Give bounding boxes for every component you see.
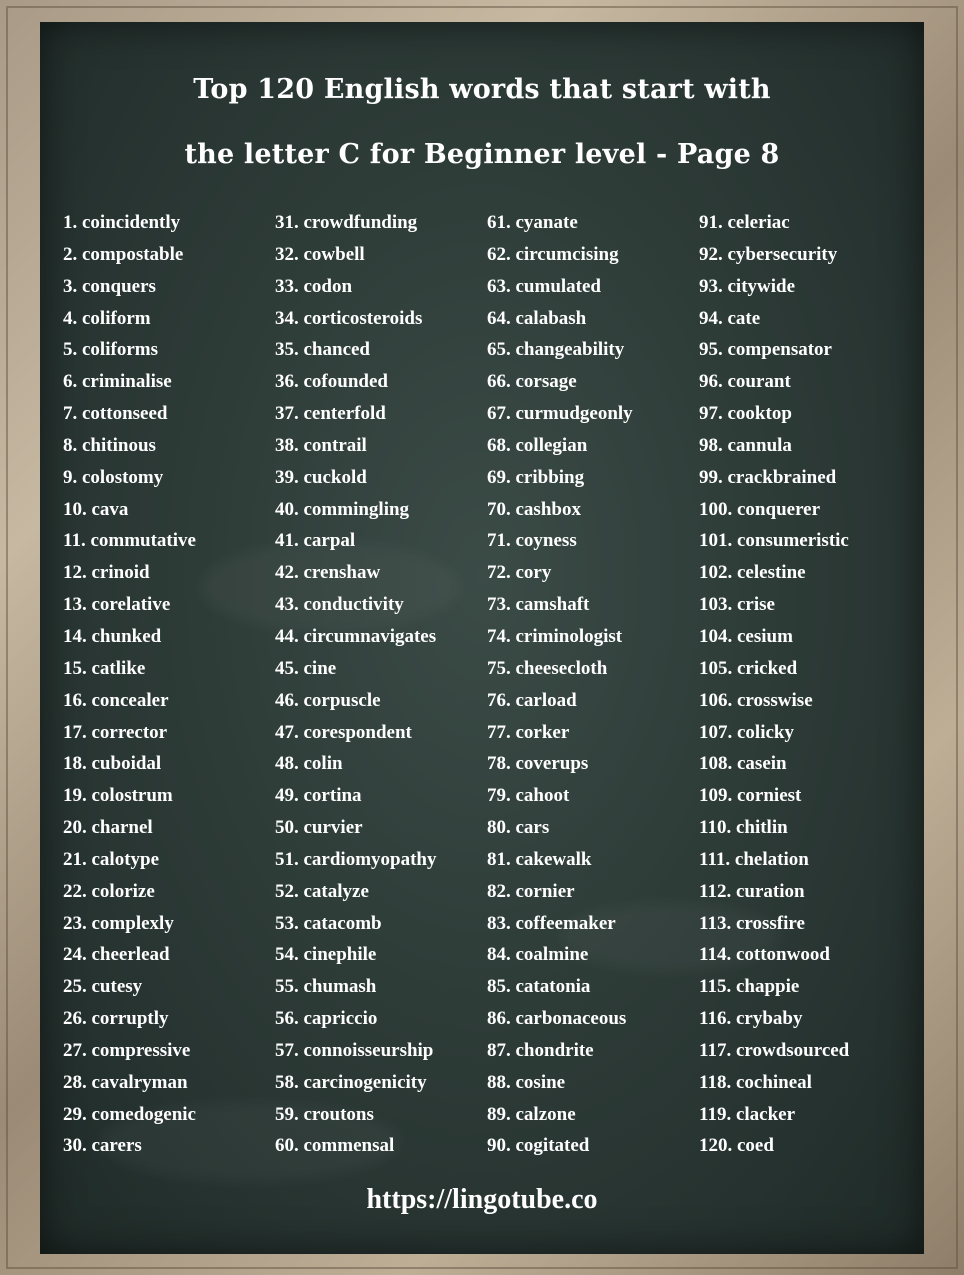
- word-item: 101. consumeristic: [699, 530, 849, 552]
- word-item: 2. compostable: [63, 243, 184, 265]
- word-item: 90. cogitated: [487, 1135, 590, 1157]
- word-item: 30. carers: [63, 1135, 142, 1157]
- word-item: 1. coincidently: [63, 212, 181, 233]
- word-item: 119. clacker: [699, 1103, 796, 1125]
- word-item: 20. charnel: [63, 817, 153, 839]
- word-item: 94. cate: [699, 307, 761, 329]
- word-item: 113. crossfire: [699, 912, 805, 934]
- word-item: 65. changeability: [487, 339, 625, 361]
- word-item: 71. coyness: [487, 530, 577, 552]
- word-item: 6. criminalise: [63, 371, 172, 393]
- word-item: 12. crinoid: [63, 562, 150, 584]
- word-item: 78. coverups: [487, 753, 589, 775]
- word-item: 23. complexly: [63, 912, 174, 934]
- word-item: 50. curvier: [275, 817, 363, 839]
- word-item: 117. crowdsourced: [699, 1039, 850, 1061]
- word-item: 82. cornier: [487, 880, 575, 902]
- word-item: 108. casein: [699, 753, 787, 775]
- word-item: 84. coalmine: [487, 944, 589, 966]
- word-item: 83. coffeemaker: [487, 912, 616, 934]
- word-item: 95. compensator: [699, 339, 832, 361]
- word-item: 19. colostrum: [63, 785, 173, 807]
- word-item: 15. catlike: [63, 657, 146, 679]
- word-item: 111. chelation: [699, 848, 809, 870]
- word-item: 106. crosswise: [699, 689, 813, 711]
- word-item: 52. catalyze: [275, 880, 369, 902]
- word-item: 57. connoisseurship: [275, 1039, 434, 1061]
- word-item: 27. compressive: [63, 1039, 191, 1061]
- word-item: 40. commingling: [275, 498, 410, 520]
- page-title-line-1: Top 120 English words that start with: [193, 74, 771, 105]
- word-item: 54. cinephile: [275, 944, 377, 966]
- word-item: 72. cory: [487, 562, 552, 584]
- word-item: 87. chondrite: [487, 1039, 594, 1061]
- word-item: 46. corpuscle: [275, 689, 381, 711]
- word-item: 39. cuckold: [275, 466, 367, 488]
- word-item: 7. cottonseed: [63, 403, 168, 425]
- word-item: 10. cava: [63, 498, 129, 520]
- word-item: 104. cesium: [699, 625, 793, 647]
- word-item: 36. cofounded: [275, 371, 388, 393]
- word-column-1: [63, 209, 196, 1164]
- word-item: 35. chanced: [275, 339, 370, 361]
- word-item: 99. crackbrained: [699, 466, 837, 488]
- word-item: 98. cannula: [699, 434, 792, 456]
- word-item: 79. cahoot: [487, 785, 570, 807]
- word-item: 85. catatonia: [487, 976, 591, 998]
- word-item: 112. curation: [699, 880, 805, 902]
- word-item: 91. celeriac: [699, 212, 790, 233]
- word-item: 48. colin: [275, 753, 343, 775]
- website-url: https://lingotube.co: [366, 1184, 598, 1215]
- word-item: 62. circumcising: [487, 243, 619, 265]
- word-item: 93. citywide: [699, 275, 796, 297]
- word-item: 55. chumash: [275, 976, 377, 998]
- word-item: 68. collegian: [487, 434, 588, 456]
- page-title-line-2: the letter C for Beginner level - Page 8: [184, 139, 780, 170]
- word-item: 80. cars: [487, 817, 550, 839]
- word-item: 4. coliform: [63, 307, 151, 329]
- word-item: 34. corticosteroids: [275, 307, 423, 329]
- word-column-3: [487, 209, 633, 1164]
- word-item: 66. corsage: [487, 371, 577, 393]
- word-item: 61. cyanate: [487, 212, 578, 233]
- word-item: 3. conquers: [63, 275, 156, 297]
- word-item: 70. cashbox: [487, 498, 581, 520]
- word-item: 51. cardiomyopathy: [275, 848, 437, 870]
- word-item: 28. cavalryman: [63, 1071, 188, 1093]
- word-item: 102. celestine: [699, 562, 806, 584]
- word-item: 41. carpal: [275, 530, 356, 552]
- word-item: 76. carload: [487, 689, 577, 711]
- word-item: 60. commensal: [275, 1135, 395, 1157]
- word-item: 114. cottonwood: [699, 944, 830, 966]
- word-item: 105. cricked: [699, 657, 798, 679]
- word-item: 116. crybaby: [699, 1008, 803, 1030]
- word-item: 44. circumnavigates: [275, 625, 437, 647]
- word-item: 81. cakewalk: [487, 848, 592, 870]
- word-item: 37. centerfold: [275, 403, 386, 425]
- word-item: 17. corrector: [63, 721, 168, 743]
- word-item: 45. cine: [275, 657, 337, 679]
- word-item: 18. cuboidal: [63, 753, 162, 775]
- word-item: 38. contrail: [275, 434, 367, 456]
- word-item: 107. colicky: [699, 721, 794, 743]
- word-item: 120. coed: [699, 1135, 774, 1157]
- word-item: 64. calabash: [487, 307, 587, 329]
- word-item: 9. colostomy: [63, 466, 164, 488]
- word-item: 33. codon: [275, 275, 353, 297]
- word-item: 47. corespondent: [275, 721, 412, 743]
- word-item: 75. cheesecloth: [487, 657, 608, 679]
- word-item: 13. corelative: [63, 594, 171, 616]
- word-item: 103. crise: [699, 594, 775, 616]
- word-item: 109. corniest: [699, 785, 802, 807]
- word-item: 53. catacomb: [275, 912, 382, 934]
- word-column-4: [699, 209, 849, 1164]
- word-item: 32. cowbell: [275, 243, 365, 265]
- word-item: 16. concealer: [63, 689, 169, 711]
- word-item: 26. corruptly: [63, 1008, 169, 1030]
- word-item: 115. chappie: [699, 976, 800, 998]
- word-item: 49. cortina: [275, 785, 362, 807]
- word-item: 118. cochineal: [699, 1071, 812, 1093]
- word-item: 73. camshaft: [487, 594, 590, 616]
- word-item: 42. crenshaw: [275, 562, 381, 584]
- word-item: 110. chitlin: [699, 817, 788, 839]
- word-item: 22. colorize: [63, 880, 155, 902]
- word-item: 67. curmudgeonly: [487, 403, 633, 425]
- word-item: 14. chunked: [63, 625, 162, 647]
- word-item: 74. criminologist: [487, 625, 623, 647]
- word-item: 69. cribbing: [487, 466, 585, 488]
- word-item: 77. corker: [487, 721, 570, 743]
- word-item: 58. carcinogenicity: [275, 1071, 427, 1093]
- word-item: 63. cumulated: [487, 275, 601, 297]
- word-item: 86. carbonaceous: [487, 1008, 627, 1030]
- word-column-2: [275, 209, 437, 1164]
- word-item: 43. conductivity: [275, 594, 404, 616]
- word-item: 21. calotype: [63, 848, 160, 870]
- word-item: 100. conquerer: [699, 498, 821, 520]
- word-item: 5. coliforms: [63, 339, 158, 361]
- word-item: 88. cosine: [487, 1071, 566, 1093]
- word-item: 59. croutons: [275, 1103, 374, 1125]
- word-item: 31. crowdfunding: [275, 212, 418, 233]
- word-item: 97. cooktop: [699, 403, 792, 425]
- word-item: 25. cutesy: [63, 976, 143, 998]
- word-item: 8. chitinous: [63, 434, 156, 456]
- word-item: 29. comedogenic: [63, 1103, 196, 1125]
- word-item: 24. cheerlead: [63, 944, 170, 966]
- word-item: 11. commutative: [63, 530, 196, 552]
- word-item: 56. capriccio: [275, 1008, 378, 1030]
- word-item: 92. cybersecurity: [699, 243, 838, 265]
- word-item: 96. courant: [699, 371, 791, 393]
- word-item: 89. calzone: [487, 1103, 576, 1125]
